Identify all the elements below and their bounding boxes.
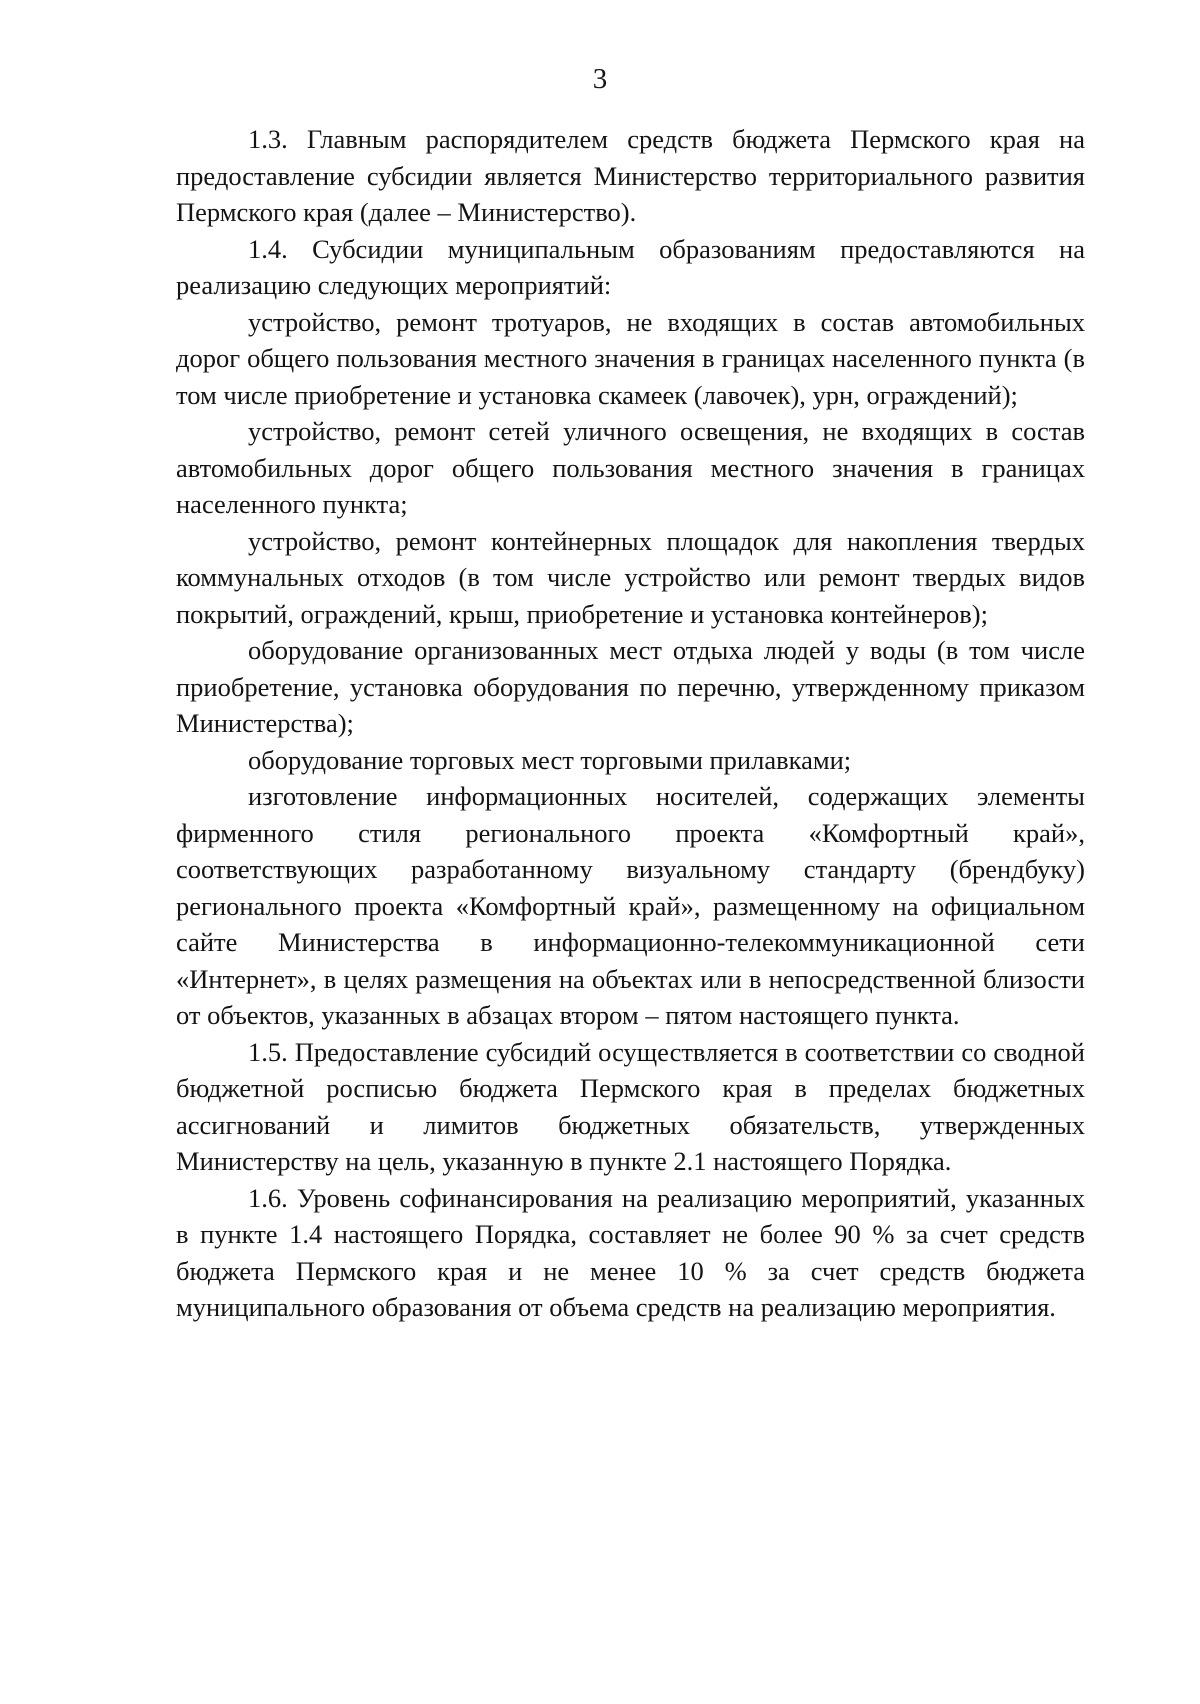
paragraph-1-6: 1.6. Уровень софинансирования на реализацию мероприятий, указанных в пункте 1.4 настоящего Порядка, составляет не более 90 % за счет средств бюджета Пермского края и не менее 10 % за счет средств бюджета муниципального образования от объема средств на реализацию мероприятия. [176,1182,1085,1322]
document-body [176,121,1085,1326]
list-item-container-sites: устройство, ремонт контейнерных площадок для накопления твердых коммунальных отходов (в том числе устройство или ремонт твердых видов покрытий, ограждений, крыш, приобретение и установка контейнеров); [176,525,1085,629]
list-item-trade-places: оборудование торговых мест торговыми прилавками; [248,744,852,775]
list-item-information-carriers: изготовление информационных носителей, содержащих элементы фирменного стиля регионального проекта «Комфортный край», соответствующих разработанному визуальному стандарту (брендбуку) регионального проекта «Комфортный край», размещенному на официальном сайте Министерства в информационно-телекоммуникационной сети «Интернет», в целях размещения на объектах или в непосредственной близости от объектов, указанных в абзацах втором – пятом настоящего пункта. [176,781,1085,1030]
paragraph-1-4: 1.4. Субсидии муниципальным образованиям предоставляются на реализацию следующих мероприятий: [176,233,1085,300]
list-item-recreation-areas: оборудование организованных мест отдыха людей у воды (в том числе приобретение, установка оборудования по перечню, утвержденному приказом Министерства); [176,635,1085,738]
list-item-street-lighting: устройство, ремонт сетей уличного освещения, не входящих в состав автомобильных дорог общего пользования местного значения в границах населенного пункта; [176,416,1085,519]
paragraph-1-3: 1.3. Главным распорядителем средств бюджета Пермского края на предоставление субсидии является Министерство территориального развития Пермского края (далее – Министерство). [176,124,1085,227]
paragraph-1-5: 1.5. Предоставление субсидий осуществляется в соответствии со сводной бюджетной росписью бюджета Пермского края в пределах бюджетных ассигнований и лимитов бюджетных обязательств, утвержденных Министерству на цель, указанную в пункте 2.1 настоящего Порядка. [176,1036,1085,1176]
list-item-sidewalks: устройство, ремонт тротуаров, не входящих в состав автомобильных дорог общего пользования местного значения в границах населенного пункта (в том числе приобретение и установка скамеек (лавочек), урн, ограждений); [176,306,1085,410]
page-number: 3 [592,63,608,95]
